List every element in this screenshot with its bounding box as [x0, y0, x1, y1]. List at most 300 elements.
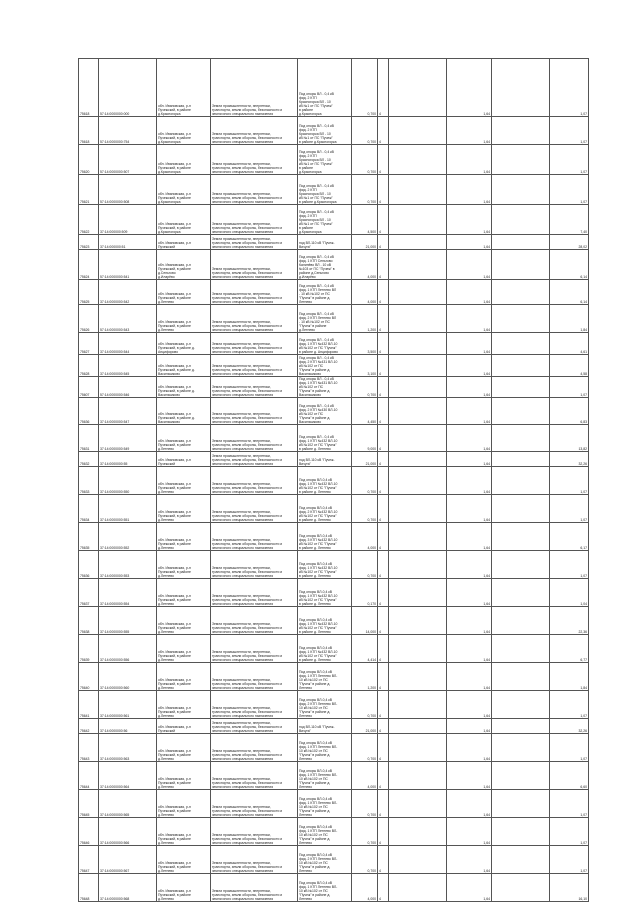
cell-empty — [389, 425, 447, 452]
cell-k: 1,64 — [447, 790, 492, 818]
cell-k: 1,64 — [447, 635, 492, 663]
cell-unit: 4 — [378, 635, 389, 663]
cell-addr: обл. Ивановская, р-н Пучежский, в районе д.Красногорка — [157, 59, 211, 117]
table-row — [79, 818, 589, 846]
cell-unit: 4 — [378, 425, 389, 452]
cell-empty — [389, 874, 447, 902]
table-row — [79, 305, 589, 333]
cell-obj: Под опоры ВЛ-0,4 кВ фид. 1 КТП Летнево ВЛ- 10 кВ №102 от ПС "Пучеж" в районе д. Летнево — [298, 663, 352, 691]
cell-k: 1,64 — [447, 398, 492, 425]
cell-num: 75645 — [79, 790, 99, 818]
cell-unit: 4 — [378, 790, 389, 818]
cell-empty — [492, 235, 550, 250]
table-row — [79, 355, 589, 377]
cell-kad: 37:14:0000000:566 — [99, 818, 157, 846]
table-row — [79, 145, 589, 175]
cell-obj: Под опоры ВЛ - 0,4 кВ фид. 1 КТП Летнево ВЛ - 10 кВ №102 от ПС "Пучеж" в районе д. Летнево — [298, 280, 352, 305]
cell-kad: 37:14:0000000:561 — [99, 691, 157, 719]
cell-cat: Земли промышленности, энергетики, транспорта, земли обороны, безопасности и земли иного специального назначения — [211, 280, 298, 305]
cell-v: 1,84 — [550, 305, 589, 333]
table-row — [79, 398, 589, 425]
cell-empty — [492, 734, 550, 762]
cell-num: 75624 — [79, 250, 99, 280]
cell-addr: обл. Ивановская, р-н Пучежский, в районе д.Летнево — [157, 663, 211, 691]
cell-k: 1,64 — [447, 691, 492, 719]
cell-kad: 57:14:0000000:543 — [99, 305, 157, 333]
cell-addr: обл. Ивановская, р-н Пучежский, в районе д.Летнево — [157, 280, 211, 305]
cell-addr: обл. Ивановская, р-н Пучежский, в районе д.Летнево — [157, 495, 211, 523]
cell-cat: Земли промышленности, энергетики, транспорта, земли обороны, безопасности и земли иного специального назначения — [211, 719, 298, 734]
cell-area: 0,700 — [352, 691, 378, 719]
cell-empty — [492, 874, 550, 902]
cell-obj: Под опоры ВЛ-0,4 кВ фид. 1 КТП №432 ВЛ-10 кВ №102 от ПС "Пучеж" в районе д. Летнево — [298, 607, 352, 635]
cell-empty — [389, 355, 447, 377]
cell-empty — [389, 145, 447, 175]
cell-area: 14,000 — [352, 607, 378, 635]
cell-v: 1,07 — [550, 818, 589, 846]
table-row — [79, 333, 589, 355]
data-table — [78, 58, 589, 902]
cell-addr: обл. Ивановская, р-н Пучежский, в районе д.Летнево — [157, 790, 211, 818]
cell-cat: Земли промышленности, энергетики, транспорта, земли обороны, безопасности и земли иного специального назначения — [211, 452, 298, 467]
cell-cat: Земли промышленности, энергетики, транспорта, земли обороны, безопасности и земли иного специального назначения — [211, 579, 298, 607]
cell-empty — [492, 280, 550, 305]
cell-unit: 4 — [378, 145, 389, 175]
cell-k: 1,64 — [447, 762, 492, 790]
cell-k: 1,64 — [447, 280, 492, 305]
cell-num: 75607 — [79, 377, 99, 398]
cell-v: 4,61 — [550, 333, 589, 355]
cell-unit: 4 — [378, 719, 389, 734]
cell-area: 4,414 — [352, 635, 378, 663]
cell-obj: Под опоры ВЛ - 0,4 кВ фид. 1 КТП №432 ВЛ-10 кВ №102 от ПС "Пучеж" в районе д. Анцифорово — [298, 333, 352, 355]
cell-v: 1,84 — [550, 663, 589, 691]
cell-unit: 4 — [378, 846, 389, 874]
cell-empty — [492, 205, 550, 235]
cell-v: 6,60 — [550, 762, 589, 790]
cell-empty — [492, 175, 550, 205]
cell-addr: обл. Ивановская, р-н Пучежский, в районе д. Васильчиково — [157, 377, 211, 398]
cell-k: 1,64 — [447, 734, 492, 762]
cell-cat: Земли промышленности, энергетики, транспорта, земли обороны, безопасности и земли иного специального назначения — [211, 818, 298, 846]
table-row — [79, 235, 589, 250]
cell-obj: под ВЛ-110 кВ "Пучеж- Вичуга" — [298, 452, 352, 467]
table-row — [79, 523, 589, 551]
cell-addr: обл. Ивановская, р-н Пучежский, в районе д.Летнево — [157, 846, 211, 874]
cell-cat: Земли промышленности, энергетики, транспорта, земли обороны, безопасности и земли иного специального назначения — [211, 398, 298, 425]
cell-area: 3,500 — [352, 333, 378, 355]
cell-num: 75623 — [79, 235, 99, 250]
cell-num: 75625 — [79, 280, 99, 305]
cell-obj: Под опоры ВЛ - 0,4 кВ фид. 2 КТП №431 ВЛ-10 кВ №102 от ПС "Пучеж" в районе д. Васильчиково — [298, 355, 352, 377]
cell-kad: 57:14:0000000:507 — [99, 145, 157, 175]
table-row — [79, 280, 589, 305]
cell-cat: Земли промышленности, энергетики, транспорта, земли обороны, безопасности и земли иного специального назначения — [211, 117, 298, 145]
cell-num: 75622 — [79, 205, 99, 235]
cell-addr: обл. Ивановская, р-н Пучежский, в районе д.Сеньгово д.Иларёво — [157, 250, 211, 280]
cell-area: 4,500 — [352, 205, 378, 235]
cell-empty — [389, 59, 447, 117]
table-row — [79, 377, 589, 398]
cell-num: 75647 — [79, 846, 99, 874]
cell-addr: обл. Ивановская, р-н Пучежский, в районе д. Васильчиково — [157, 355, 211, 377]
cell-empty — [492, 846, 550, 874]
cell-empty — [389, 250, 447, 280]
table-row — [79, 846, 589, 874]
cell-v: 1,07 — [550, 495, 589, 523]
cell-empty — [492, 818, 550, 846]
cell-k: 1,64 — [447, 145, 492, 175]
cell-k: 1,64 — [447, 355, 492, 377]
cell-unit: 4 — [378, 523, 389, 551]
cell-v: 6,14 — [550, 280, 589, 305]
cell-unit: 4 — [378, 280, 389, 305]
cell-empty — [389, 663, 447, 691]
cell-area: 0,700 — [352, 818, 378, 846]
table-row — [79, 790, 589, 818]
cell-unit: 4 — [378, 579, 389, 607]
cell-obj: Под опоры ВЛ-0,4 кВ фид. 1 КТП №432 ВЛ-10 кВ №102 от ПС "Пучеж" в районе д. Летнево — [298, 551, 352, 579]
cell-area: 0,170 — [352, 579, 378, 607]
cell-k: 1,64 — [447, 452, 492, 467]
cell-v: 7,40 — [550, 205, 589, 235]
cell-num: 75640 — [79, 663, 99, 691]
cell-addr: обл. Ивановская, р-н Пучежский, в районе д.Красногорка — [157, 117, 211, 145]
cell-area: 0,700 — [352, 790, 378, 818]
cell-kad: 37:14:000000:509 — [99, 205, 157, 235]
cell-v: 6,17 — [550, 523, 589, 551]
cell-k: 1,64 — [447, 579, 492, 607]
cell-k: 1,64 — [447, 551, 492, 579]
cell-addr: обл. Ивановская, р-н Пучежский, в районе д.Красногорка — [157, 205, 211, 235]
cell-obj: Под опоры ВЛ - 0,4 кВ фид. 2 КТП Красногорка ВЛ - 10 кВ №1 от ПС "Пучеж" в районе д.Красногорка — [298, 145, 352, 175]
cell-kad: 57:14:0000000:000 — [99, 59, 157, 117]
cell-area: 21,000 — [352, 719, 378, 734]
cell-obj: Под опоры ВЛ-0,4 кВ фид. 3 КТП №432 ВЛ-10 кВ №102 от ПС "Пучеж" в районе д. Летнево — [298, 523, 352, 551]
cell-area: 21,000 — [352, 452, 378, 467]
cell-kad: 37:14:0000000:568 — [99, 874, 157, 902]
cell-obj: Под опоры ВЛ - 0,4 кВ фид. 2 КТП Красногорка ВЛ - 10 кВ №1 от ПС "Пучеж" в районе д.Красногорка — [298, 205, 352, 235]
cell-v: 1,07 — [550, 846, 589, 874]
cell-cat: Земли промышленности, энергетики, транспорта, земли обороны, безопасности и земли иного специального назначения — [211, 333, 298, 355]
cell-kad: 37:14:0000000:549 — [99, 425, 157, 452]
cell-cat: Земли промышленности, энергетики, транспорта, земли обороны, безопасности и земли иного специального назначения — [211, 205, 298, 235]
cell-cat: Земли промышленности, энергетики, транспорта, земли обороны, безопасности и земли иного специального назначения — [211, 607, 298, 635]
cell-empty — [492, 691, 550, 719]
cell-num: 75621 — [79, 175, 99, 205]
cell-v: 1,07 — [550, 145, 589, 175]
cell-cat: Земли промышленности, энергетики, транспорта, земли обороны, безопасности и земли иного специального назначения — [211, 846, 298, 874]
cell-cat: Земли промышленности, энергетики, транспорта, земли обороны, безопасности и земли иного специального назначения — [211, 874, 298, 902]
cell-unit: 4 — [378, 495, 389, 523]
cell-area: 4,450 — [352, 398, 378, 425]
cell-cat: Земли промышленности, энергетики, транспорта, земли обороны, безопасности и земли иного специального назначения — [211, 523, 298, 551]
table-row — [79, 205, 589, 235]
cell-empty — [389, 235, 447, 250]
cell-addr: обл. Ивановская, р-н Пучежский, в районе д.Летнево — [157, 467, 211, 495]
cell-k: 1,64 — [447, 235, 492, 250]
cell-addr: обл. Ивановская, р-н Пучежский, в районе д.Летнево — [157, 691, 211, 719]
cell-cat: Земли промышленности, энергетики, транспорта, земли обороны, безопасности и земли иного специального назначения — [211, 635, 298, 663]
cell-obj: Под опоры ВЛ-0,4 кВ фид. 1 КТП №432 ВЛ-10 кВ №102 от ПС "Пучеж" в районе д. Летнево — [298, 635, 352, 663]
cell-cat: Земли промышленности, энергетики, транспорта, земли обороны, безопасности и земли иного специального назначения — [211, 551, 298, 579]
cell-empty — [389, 305, 447, 333]
cell-unit: 4 — [378, 305, 389, 333]
cell-kad: 37:14:0000000:555 — [99, 607, 157, 635]
cell-obj: под ВЛ-110 кВ "Пучеж- Вичуга" — [298, 235, 352, 250]
cell-obj: Под опоры ВЛ-0,4 кВ фид. 2 КТП Летнево ВЛ- 10 кВ №102 от ПС "Пучеж" в районе д. Летнево — [298, 691, 352, 719]
cell-empty — [492, 663, 550, 691]
table-row — [79, 579, 589, 607]
cell-obj: Под опоры ВЛ - 0,4 кВ фид. 2 КТП Летнево ВЛ - 10 кВ №102 от ПС "Пучеж" в районе д.Летнево — [298, 305, 352, 333]
cell-empty — [389, 762, 447, 790]
cell-obj: Под опоры ВЛ-0,4 кВ фид. 1 КТП Летнево ВЛ- 10 кВ №102 от ПС "Пучеж" в районе д. Летнево — [298, 734, 352, 762]
cell-kad: 57:14:0000000:541 — [99, 250, 157, 280]
cell-v: 1,07 — [550, 734, 589, 762]
cell-empty — [492, 145, 550, 175]
cell-obj: Под опоры ВЛ-0,4 кВ фид. 1 КТП Летнево ВЛ- 10 кВ №102 от ПС "Пучеж" в районе д. Летнево — [298, 762, 352, 790]
cell-k: 1,64 — [447, 250, 492, 280]
cell-num: 75638 — [79, 607, 99, 635]
cell-area: 4,000 — [352, 250, 378, 280]
cell-kad: 37:14:0000000:551 — [99, 495, 157, 523]
cell-empty — [492, 607, 550, 635]
cell-empty — [492, 355, 550, 377]
table-row — [79, 495, 589, 523]
cell-num: 75636 — [79, 551, 99, 579]
cell-addr: обл. Ивановская, р-н Пучежский, в районе д.Летнево — [157, 425, 211, 452]
cell-area: 0,700 — [352, 59, 378, 117]
cell-num: 75626 — [79, 305, 99, 333]
cell-kad: 37:14:0000000:565 — [99, 790, 157, 818]
cell-area: 0,700 — [352, 846, 378, 874]
cell-num: 75636 — [79, 398, 99, 425]
cell-addr: обл. Ивановская, р-н Пучежский, в районе д.Летнево — [157, 734, 211, 762]
cell-cat: Земли промышленности, энергетики, транспорта, земли обороны, безопасности и земли иного специального назначения — [211, 377, 298, 398]
cell-k: 1,64 — [447, 425, 492, 452]
cell-cat: Земли промышленности, энергетики, транспорта, земли обороны, безопасности и земли иного специального назначения — [211, 59, 298, 117]
cell-addr: обл. Ивановская, р-н Пучежский, в районе д.Красногорка — [157, 145, 211, 175]
cell-v: 6,77 — [550, 635, 589, 663]
cell-unit: 4 — [378, 691, 389, 719]
cell-k: 1,64 — [447, 175, 492, 205]
cell-empty — [492, 719, 550, 734]
cell-kad: 37:14:0000000:553 — [99, 551, 157, 579]
cell-num: 75648 — [79, 874, 99, 902]
cell-num: 75639 — [79, 635, 99, 663]
cell-k: 1,64 — [447, 205, 492, 235]
cell-k: 1,64 — [447, 305, 492, 333]
cell-empty — [492, 250, 550, 280]
cell-kad: 37:14:0000000:550 — [99, 467, 157, 495]
cell-area: 0,700 — [352, 117, 378, 145]
cell-unit: 4 — [378, 333, 389, 355]
cell-obj: Под опоры ВЛ-0,4 кВ фид. 1 КТП №432 ВЛ-10 кВ №102 от ПС "Пучеж" в районе д. Летнево — [298, 467, 352, 495]
cell-obj: Под опоры ВЛ - 0,4 кВ фид. 2 КТП Красногорка ВЛ - 10 кВ №1 от ПС "Пучеж" в районе д.Красногорка — [298, 175, 352, 205]
cell-obj: Под опоры ВЛ-0,4 кВ фид. 1 КТП Летнево ВЛ- 10 кВ №102 от ПС "Пучеж" в районе д. Летнево — [298, 790, 352, 818]
cell-v: 1,07 — [550, 175, 589, 205]
cell-v: 4,58 — [550, 355, 589, 377]
table-row — [79, 175, 589, 205]
cell-unit: 4 — [378, 235, 389, 250]
cell-empty — [492, 635, 550, 663]
cell-k: 1,64 — [447, 377, 492, 398]
cell-addr: обл. Ивановская, р-н Пучежский, в районе д.Летнево — [157, 607, 211, 635]
cell-num: 75635 — [79, 523, 99, 551]
cell-area: 0,700 — [352, 495, 378, 523]
cell-empty — [492, 523, 550, 551]
cell-k: 1,64 — [447, 495, 492, 523]
cell-v: 16,10 — [550, 874, 589, 902]
cell-cat: Земли промышленности, энергетики, транспорта, земли обороны, безопасности и земли иного специального назначения — [211, 425, 298, 452]
cell-kad: 37:14:0000000:554 — [99, 579, 157, 607]
cell-addr: обл. Ивановская, р-н Пучежский, в районе д.Летнево — [157, 523, 211, 551]
cell-empty — [492, 495, 550, 523]
cell-addr: обл. Ивановская, р-н Пучежский, в районе д.Летнево — [157, 635, 211, 663]
cell-num: 75643 — [79, 734, 99, 762]
cell-area: 4,000 — [352, 874, 378, 902]
cell-empty — [492, 333, 550, 355]
cell-unit: 4 — [378, 250, 389, 280]
cell-cat: Земли промышленности, энергетики, транспорта, земли обороны, безопасности и земли иного специального назначения — [211, 663, 298, 691]
cell-cat: Земли промышленности, энергетики, транспорта, земли обороны, безопасности и земли иного специального назначения — [211, 691, 298, 719]
cell-unit: 4 — [378, 59, 389, 117]
cell-obj: Под опоры ВЛ - 0,4 кВ фид. 1 КТП №432 ВЛ-10 кВ №102 от ПС "Пучеж" в районе д. Летнево — [298, 425, 352, 452]
cell-k: 1,64 — [447, 607, 492, 635]
cell-empty — [389, 579, 447, 607]
cell-addr: обл. Ивановская, р-н Пучежский, в районе д.Летнево — [157, 874, 211, 902]
cell-empty — [389, 523, 447, 551]
cell-kad: 37:14:0000000:56 — [99, 719, 157, 734]
cell-empty — [389, 495, 447, 523]
cell-k: 1,64 — [447, 333, 492, 355]
cell-unit: 4 — [378, 355, 389, 377]
cell-area: 4,000 — [352, 762, 378, 790]
cell-num: 75646 — [79, 818, 99, 846]
cell-area: 4,000 — [352, 280, 378, 305]
cell-empty — [389, 377, 447, 398]
cell-empty — [389, 452, 447, 467]
cell-empty — [389, 333, 447, 355]
table-row — [79, 551, 589, 579]
cell-addr: обл. Ивановская, р-н Пучежский — [157, 452, 211, 467]
cell-v: 6,14 — [550, 250, 589, 280]
cell-empty — [389, 551, 447, 579]
cell-obj: Под опоры ВЛ - 0,4 кВ фид. 2 КТП Красногорка ВЛ - 10 кВ №1 от ПС "Пучеж" в районе д.Красногорка — [298, 59, 352, 117]
cell-unit: 4 — [378, 452, 389, 467]
cell-area: 3,100 — [352, 355, 378, 377]
cell-kad: 57:14:0000000:508 — [99, 175, 157, 205]
cell-v: 1,07 — [550, 117, 589, 145]
cell-unit: 4 — [378, 874, 389, 902]
cell-cat: Земли промышленности, энергетики, транспорта, земли обороны, безопасности и земли иного специального назначения — [211, 762, 298, 790]
cell-num: 75618 — [79, 59, 99, 117]
cell-cat: Земли промышленности, энергетики, транспорта, земли обороны, безопасности и земли иного специального назначения — [211, 235, 298, 250]
cell-kad: 37:14:0000000:542 — [99, 280, 157, 305]
cell-addr: обл. Ивановская, р-н Пучежский, в районе д. Васильчиково — [157, 398, 211, 425]
cell-area: 4,000 — [352, 523, 378, 551]
table-row — [79, 250, 589, 280]
table-row — [79, 452, 589, 467]
cell-empty — [492, 452, 550, 467]
cell-kad: 37:14:0000000:567 — [99, 846, 157, 874]
cell-kad: 37:14:0000000:560 — [99, 663, 157, 691]
cell-unit: 4 — [378, 818, 389, 846]
cell-area: 0,700 — [352, 175, 378, 205]
cell-cat: Земли промышленности, энергетики, транспорта, земли обороны, безопасности и земли иного специального назначения — [211, 467, 298, 495]
cell-obj: Под опоры ВЛ-0,4 кВ фид. 1 КТП Летнево ВЛ- 10 кВ №102 от ПС "Пучеж" в районе д. Летнево — [298, 818, 352, 846]
cell-v: 6,83 — [550, 398, 589, 425]
cell-unit: 4 — [378, 762, 389, 790]
cell-kad: 37:14:0000000:547 — [99, 398, 157, 425]
table-row — [79, 635, 589, 663]
cell-obj: Под опоры ВЛ - 0,4 кВ фид. 1 КТП №431 ВЛ-10 кВ №102 от ПС "Пучеж" в районе д. Васильчиково — [298, 377, 352, 398]
cell-empty — [389, 635, 447, 663]
cell-k: 1,64 — [447, 467, 492, 495]
cell-num: 75644 — [79, 762, 99, 790]
cell-area: 0,700 — [352, 551, 378, 579]
cell-kad: 37:14:0000000:544 — [99, 333, 157, 355]
cell-num: 75633 — [79, 467, 99, 495]
cell-num: 75634 — [79, 495, 99, 523]
cell-k: 1,64 — [447, 719, 492, 734]
cell-kad: 37:14:0000000:55 — [99, 452, 157, 467]
cell-cat: Земли промышленности, энергетики, транспорта, земли обороны, безопасности и земли иного специального назначения — [211, 175, 298, 205]
table-row — [79, 425, 589, 452]
cell-obj: Под опоры ВЛ-0,4 кВ фид. 1 КТП Летнево ВЛ- 10 кВ №102 от ПС "Пучеж" в районе д. Летнево — [298, 874, 352, 902]
cell-obj: Под опоры ВЛ - 0,4 кВ фид. 1 КТП Сеньгово Калинёво ВЛ - 10 кВ №103 от ПС "Пучеж" в районе д.Сеньгово д.Иларёво — [298, 250, 352, 280]
cell-obj: Под опоры ВЛ-0,4 кВ фид. 2 КТП №432 ВЛ-10 кВ №102 от ПС "Пучеж" в районе д. Летнево — [298, 495, 352, 523]
cell-v: 1,07 — [550, 551, 589, 579]
cell-unit: 4 — [378, 551, 389, 579]
cell-num: 75628 — [79, 355, 99, 377]
cell-num: 75620 — [79, 145, 99, 175]
cell-cat: Земли промышленности, энергетики, транспорта, земли обороны, безопасности и земли иного специального назначения — [211, 355, 298, 377]
cell-v: 1,07 — [550, 691, 589, 719]
cell-empty — [492, 398, 550, 425]
cell-empty — [389, 280, 447, 305]
cell-cat: Земли промышленности, энергетики, транспорта, земли обороны, безопасности и земли иного специального назначения — [211, 495, 298, 523]
cell-empty — [389, 691, 447, 719]
cell-num: 75618 — [79, 117, 99, 145]
cell-empty — [389, 175, 447, 205]
cell-obj: Под опоры ВЛ - 0,4 кВ фид. 2 КТП №430 ВЛ-10 кВ №102 от ПС "Пучеж" в районе д. Васильчиково — [298, 398, 352, 425]
table-row — [79, 467, 589, 495]
cell-unit: 4 — [378, 377, 389, 398]
cell-addr: обл. Ивановская, р-н Пучежский, в районе д.Летнево — [157, 762, 211, 790]
cell-empty — [492, 117, 550, 145]
cell-addr: обл. Ивановская, р-н Пучежский, в районе д.Красногорка — [157, 175, 211, 205]
cell-v: 1,04 — [550, 579, 589, 607]
cell-addr: обл. Ивановская, р-н Пучежский — [157, 719, 211, 734]
cell-unit: 4 — [378, 175, 389, 205]
table-row — [79, 762, 589, 790]
cell-addr: обл. Ивановская, р-н Пучежский — [157, 235, 211, 250]
cell-empty — [389, 719, 447, 734]
cell-empty — [389, 607, 447, 635]
cell-k: 1,64 — [447, 818, 492, 846]
cell-area: 1,200 — [352, 305, 378, 333]
cell-num: 75641 — [79, 691, 99, 719]
cell-unit: 4 — [378, 734, 389, 762]
cell-v: 1,07 — [550, 59, 589, 117]
cell-area: 0,700 — [352, 467, 378, 495]
table-row — [79, 117, 589, 145]
cell-cat: Земли промышленности, энергетики, транспорта, земли обороны, безопасности и земли иного специального назначения — [211, 790, 298, 818]
table-row — [79, 734, 589, 762]
cell-unit: 4 — [378, 117, 389, 145]
table-row — [79, 663, 589, 691]
